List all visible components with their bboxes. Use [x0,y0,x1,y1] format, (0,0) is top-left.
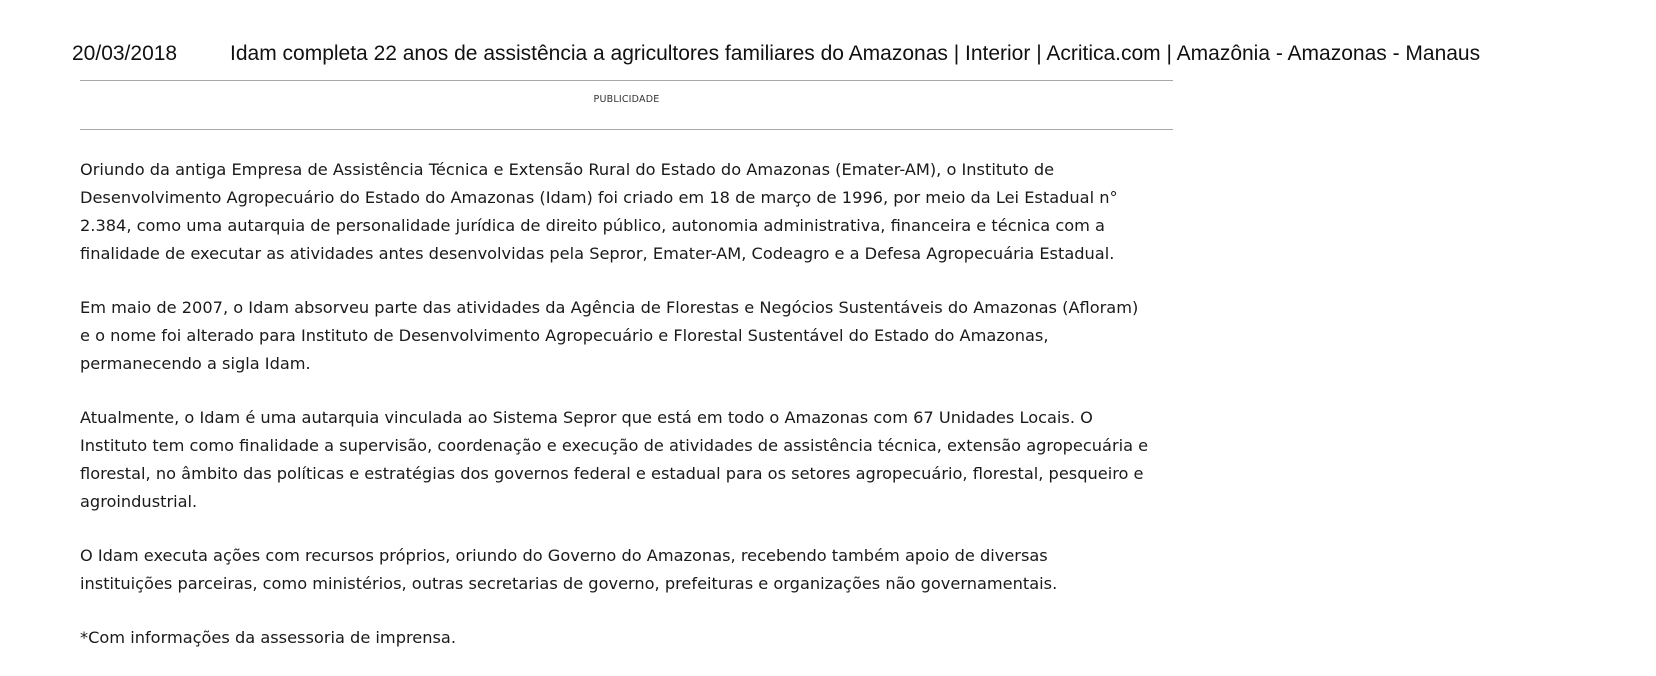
article-paragraph [80,404,1180,516]
article-paragraph [80,294,1180,378]
paragraph-line: *Com informações da assessoria de imprensa. [80,628,456,647]
ad-divider-bottom [80,129,1173,130]
paragraph-line: finalidade de executar as atividades antes desenvolvidas pela Sepror, Emater-AM, Codeagro e a Defesa Agropecuária Estadual. [80,244,1115,263]
paragraph-line: Em maio de 2007, o Idam absorveu parte das atividades da Agência de Florestas e Negócios Sustentáveis do Amazonas (Afloram) [80,298,1139,317]
paragraph-line: agroindustrial. [80,492,198,511]
article-paragraph [80,542,1180,598]
paragraph-line: florestal, no âmbito das políticas e estratégias dos governos federal e estadual para os setores agropecuário, florestal, pesqueiro e [80,464,1144,483]
paragraph-line: e o nome foi alterado para Instituto de Desenvolvimento Agropecuário e Florestal Sustentável do Estado do Amazonas, [80,326,1049,345]
paragraph-line: instituições parceiras, como ministérios, outras secretarias de governo, prefeituras e organizações não governamentais. [80,574,1058,593]
paragraph-line: permanecendo a sigla Idam. [80,354,311,373]
paragraph-line: O Idam executa ações com recursos próprios, oriundo do Governo do Amazonas, recebendo também apoio de diversas [80,546,1048,565]
advertising-label: PUBLICIDADE [593,94,660,105]
paragraph-line: Instituto tem como finalidade a supervisão, coordenação e execução de atividades de assistência técnica, extensão agropecuária e [80,436,1149,455]
paragraph-line: 2.384, como uma autarquia de personalidade jurídica de direito público, autonomia administrativa, financeira e técnica com a [80,216,1105,235]
press-office-credit [80,624,1180,652]
article-body [80,156,1180,652]
paragraph-line: Atualmente, o Idam é uma autarquia vinculada ao Sistema Sepror que está em todo o Amazonas com 67 Unidades Locais. O [80,408,1093,427]
paragraph-line: Desenvolvimento Agropecuário do Estado do Amazonas (Idam) foi criado em 18 de março de 1996, por meio da Lei Estadual n° [80,188,1118,207]
print-header [0,38,1656,68]
paragraph-line: Oriundo da antiga Empresa de Assistência Técnica e Extensão Rural do Estado do Amazonas (Emater-AM), o Instituto de [80,160,1055,179]
article-paragraph [80,156,1180,268]
ad-divider-top [80,80,1173,81]
print-page-title: Idam completa 22 anos de assistência a agricultores familiares do Amazonas | Interior | Acritica.com | Amazônia - Amazonas - Manaus [230,42,1481,65]
print-date: 20/03/2018 [72,42,178,65]
